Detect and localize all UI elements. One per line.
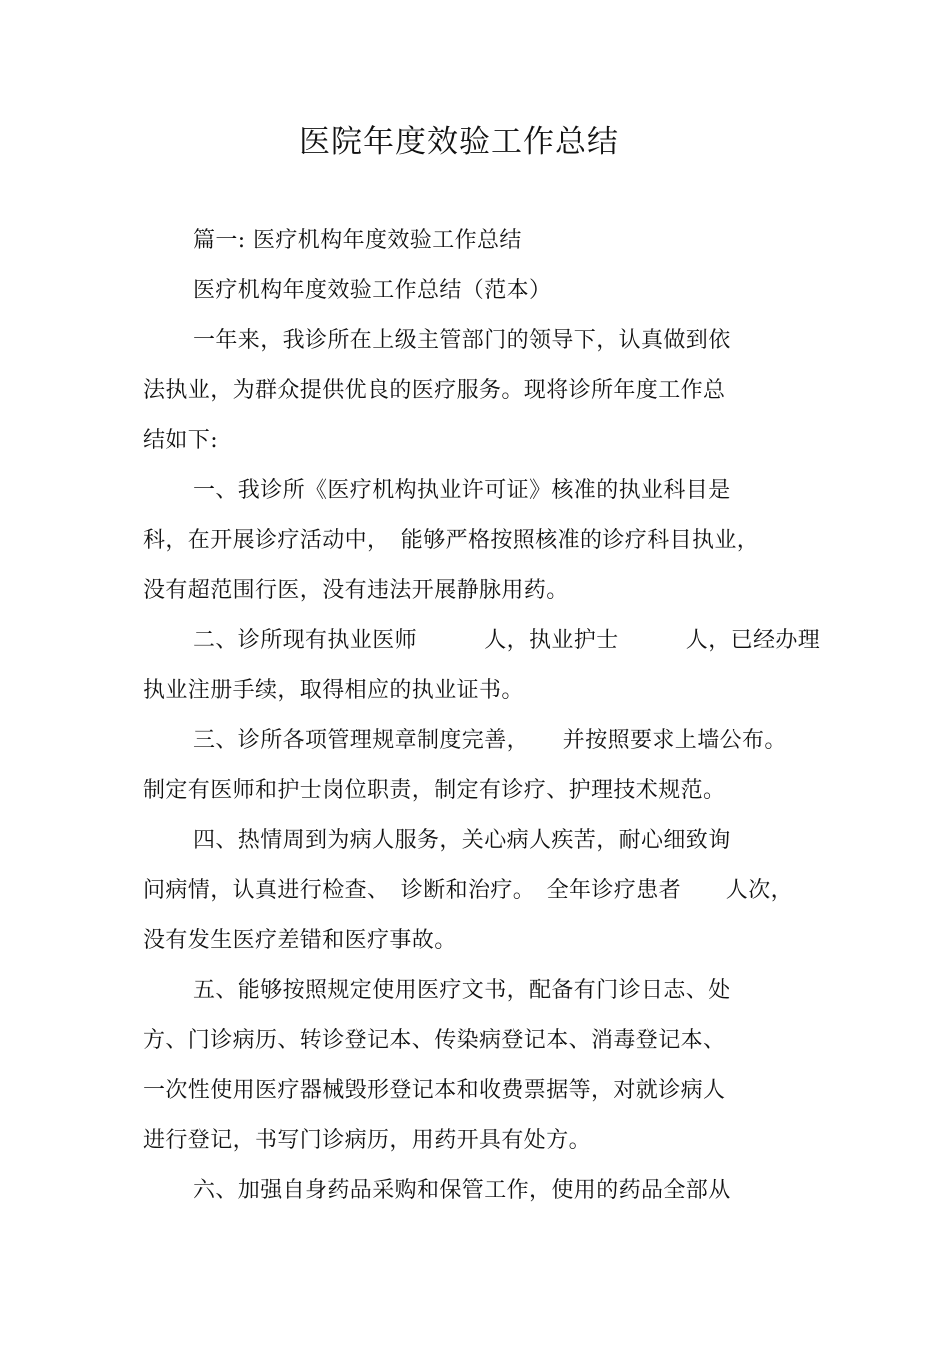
paragraph-line: 法执业，为群众提供优良的医疗服务。现将诊所年度工作总 bbox=[143, 378, 726, 403]
paragraph-line: 一年来，我诊所在上级主管部门的领导下，认真做到依 bbox=[193, 328, 731, 353]
paragraph-line: 五、能够按照规定使用医疗文书，配备有门诊日志、处 bbox=[193, 978, 731, 1003]
section-heading: 篇一: 医疗机构年度效验工作总结 bbox=[193, 228, 522, 253]
paragraph-line: 三、诊所各项管理规章制度完善， 并按照要求上墙公布。 bbox=[193, 728, 787, 753]
paragraph-line: 科，在开展诊疗活动中， 能够严格按照核准的诊疗科目执业， bbox=[143, 528, 760, 553]
paragraph-line: 进行登记，书写门诊病历，用药开具有处方。 bbox=[143, 1128, 592, 1153]
paragraph-line: 执业注册手续，取得相应的执业证书。 bbox=[143, 678, 524, 703]
paragraph-line: 没有发生医疗差错和医疗事故。 bbox=[143, 928, 457, 953]
document-title: 医院年度效验工作总结 bbox=[299, 124, 619, 160]
paragraph-line: 二、诊所现有执业医师 人，执业护士 人，已经办理 bbox=[193, 628, 821, 653]
paragraph-line: 四、热情周到为病人服务，关心病人疾苦，耐心细致询 bbox=[193, 828, 731, 853]
paragraph-line: 一、我诊所《医疗机构执业许可证》核准的执业科目是 bbox=[193, 478, 731, 503]
paragraph-line: 一次性使用医疗器械毁形登记本和收费票据等，对就诊病人 bbox=[143, 1078, 726, 1103]
paragraph-line: 制定有医师和护士岗位职责，制定有诊疗、护理技术规范。 bbox=[143, 778, 726, 803]
paragraph-line: 问病情，认真进行检查、 诊断和治疗。 全年诊疗患者 人次， bbox=[143, 878, 794, 903]
subtitle: 医疗机构年度效验工作总结（范本） bbox=[193, 278, 552, 303]
paragraph-line: 结如下: bbox=[143, 428, 219, 453]
paragraph-line: 方、门诊病历、转诊登记本、传染病登记本、消毒登记本、 bbox=[143, 1028, 726, 1053]
paragraph-line: 六、加强自身药品采购和保管工作，使用的药品全部从 bbox=[193, 1178, 731, 1203]
paragraph-line: 没有超范围行医，没有违法开展静脉用药。 bbox=[143, 578, 569, 603]
